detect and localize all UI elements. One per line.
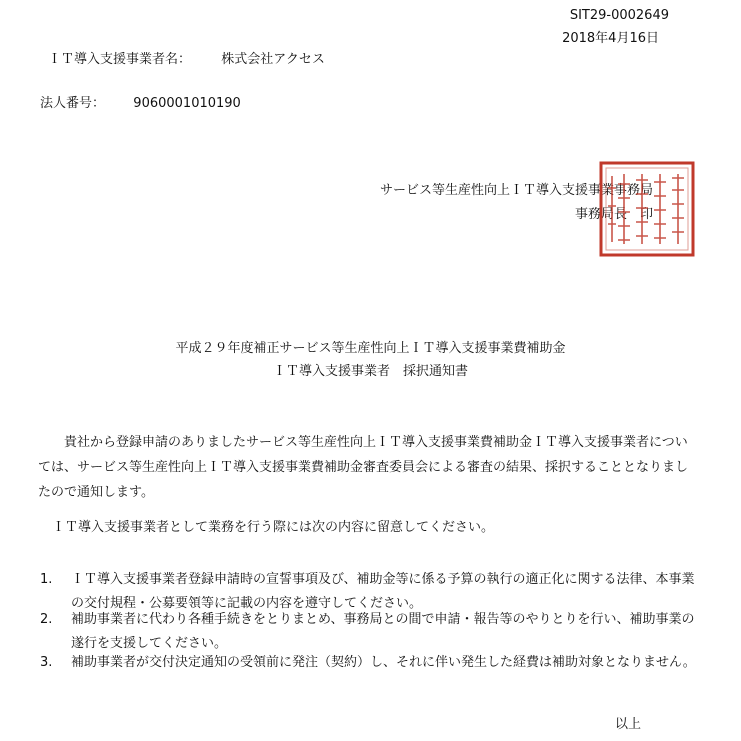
recipient-label: ＩＴ導入支援事業者名：	[48, 52, 192, 67]
list-item-text: ＩＴ導入支援事業者登録申請時の宣誓事項及び、補助金等に係る予算の執行の適正化に関する法律、本事業の交付規程・公募要領等に記載の内容を遵守してください。	[71, 572, 695, 611]
closing-remark: 以上	[614, 717, 641, 732]
list-item-text: 補助事業者に代わり各種手続きをとりまとめ、事務局との間で申請・報告等のやりとりを行い、補助事業の遂行を支援してください。	[71, 612, 695, 651]
recipient-name: 株式会社アクセス	[221, 52, 325, 67]
official-seal	[598, 160, 696, 258]
document-date: 2018年4月16日	[562, 31, 659, 46]
list-item-number: 3.	[40, 655, 53, 670]
list-item-text: 補助事業者が交付決定通知の受領前に発注（契約）し、それに伴い発生した経費は補助対象となりません。	[71, 655, 696, 670]
corporate-number-value: 9060001010190	[133, 96, 241, 111]
list-item-number: 1.	[40, 572, 53, 587]
title-line-2: ＩＴ導入支援事業者 採択通知書	[272, 364, 468, 379]
document-id: SIT29-0002649	[569, 8, 669, 23]
body-paragraph-text: 貴社から登録申請のありましたサービス等生産性向上ＩＴ導入支援事業費補助金ＩＴ導入支援事業者については、サービス等生産性向上ＩＴ導入支援事業費補助金審査委員会による審査の結果、採択することとなりましたので通知します。	[38, 435, 689, 500]
corporate-number-line	[40, 96, 241, 112]
notice-intro: ＩＴ導入支援事業者として業務を行う際には次の内容に留意してください。	[52, 520, 495, 535]
issuer-organization: サービス等生産性向上ＩＴ導入支援事業事務局	[379, 183, 653, 198]
title-line-1: 平成２９年度補正サービス等生産性向上ＩＴ導入支援事業費補助金	[175, 341, 566, 356]
list-item	[40, 651, 700, 675]
list-item	[40, 608, 700, 656]
list-item-number: 2.	[40, 612, 53, 627]
recipient-line	[48, 52, 325, 68]
corporate-number-label: 法人番号：	[40, 96, 106, 111]
issuer-title: 事務局長 印	[574, 207, 653, 222]
body-paragraph	[38, 430, 690, 505]
